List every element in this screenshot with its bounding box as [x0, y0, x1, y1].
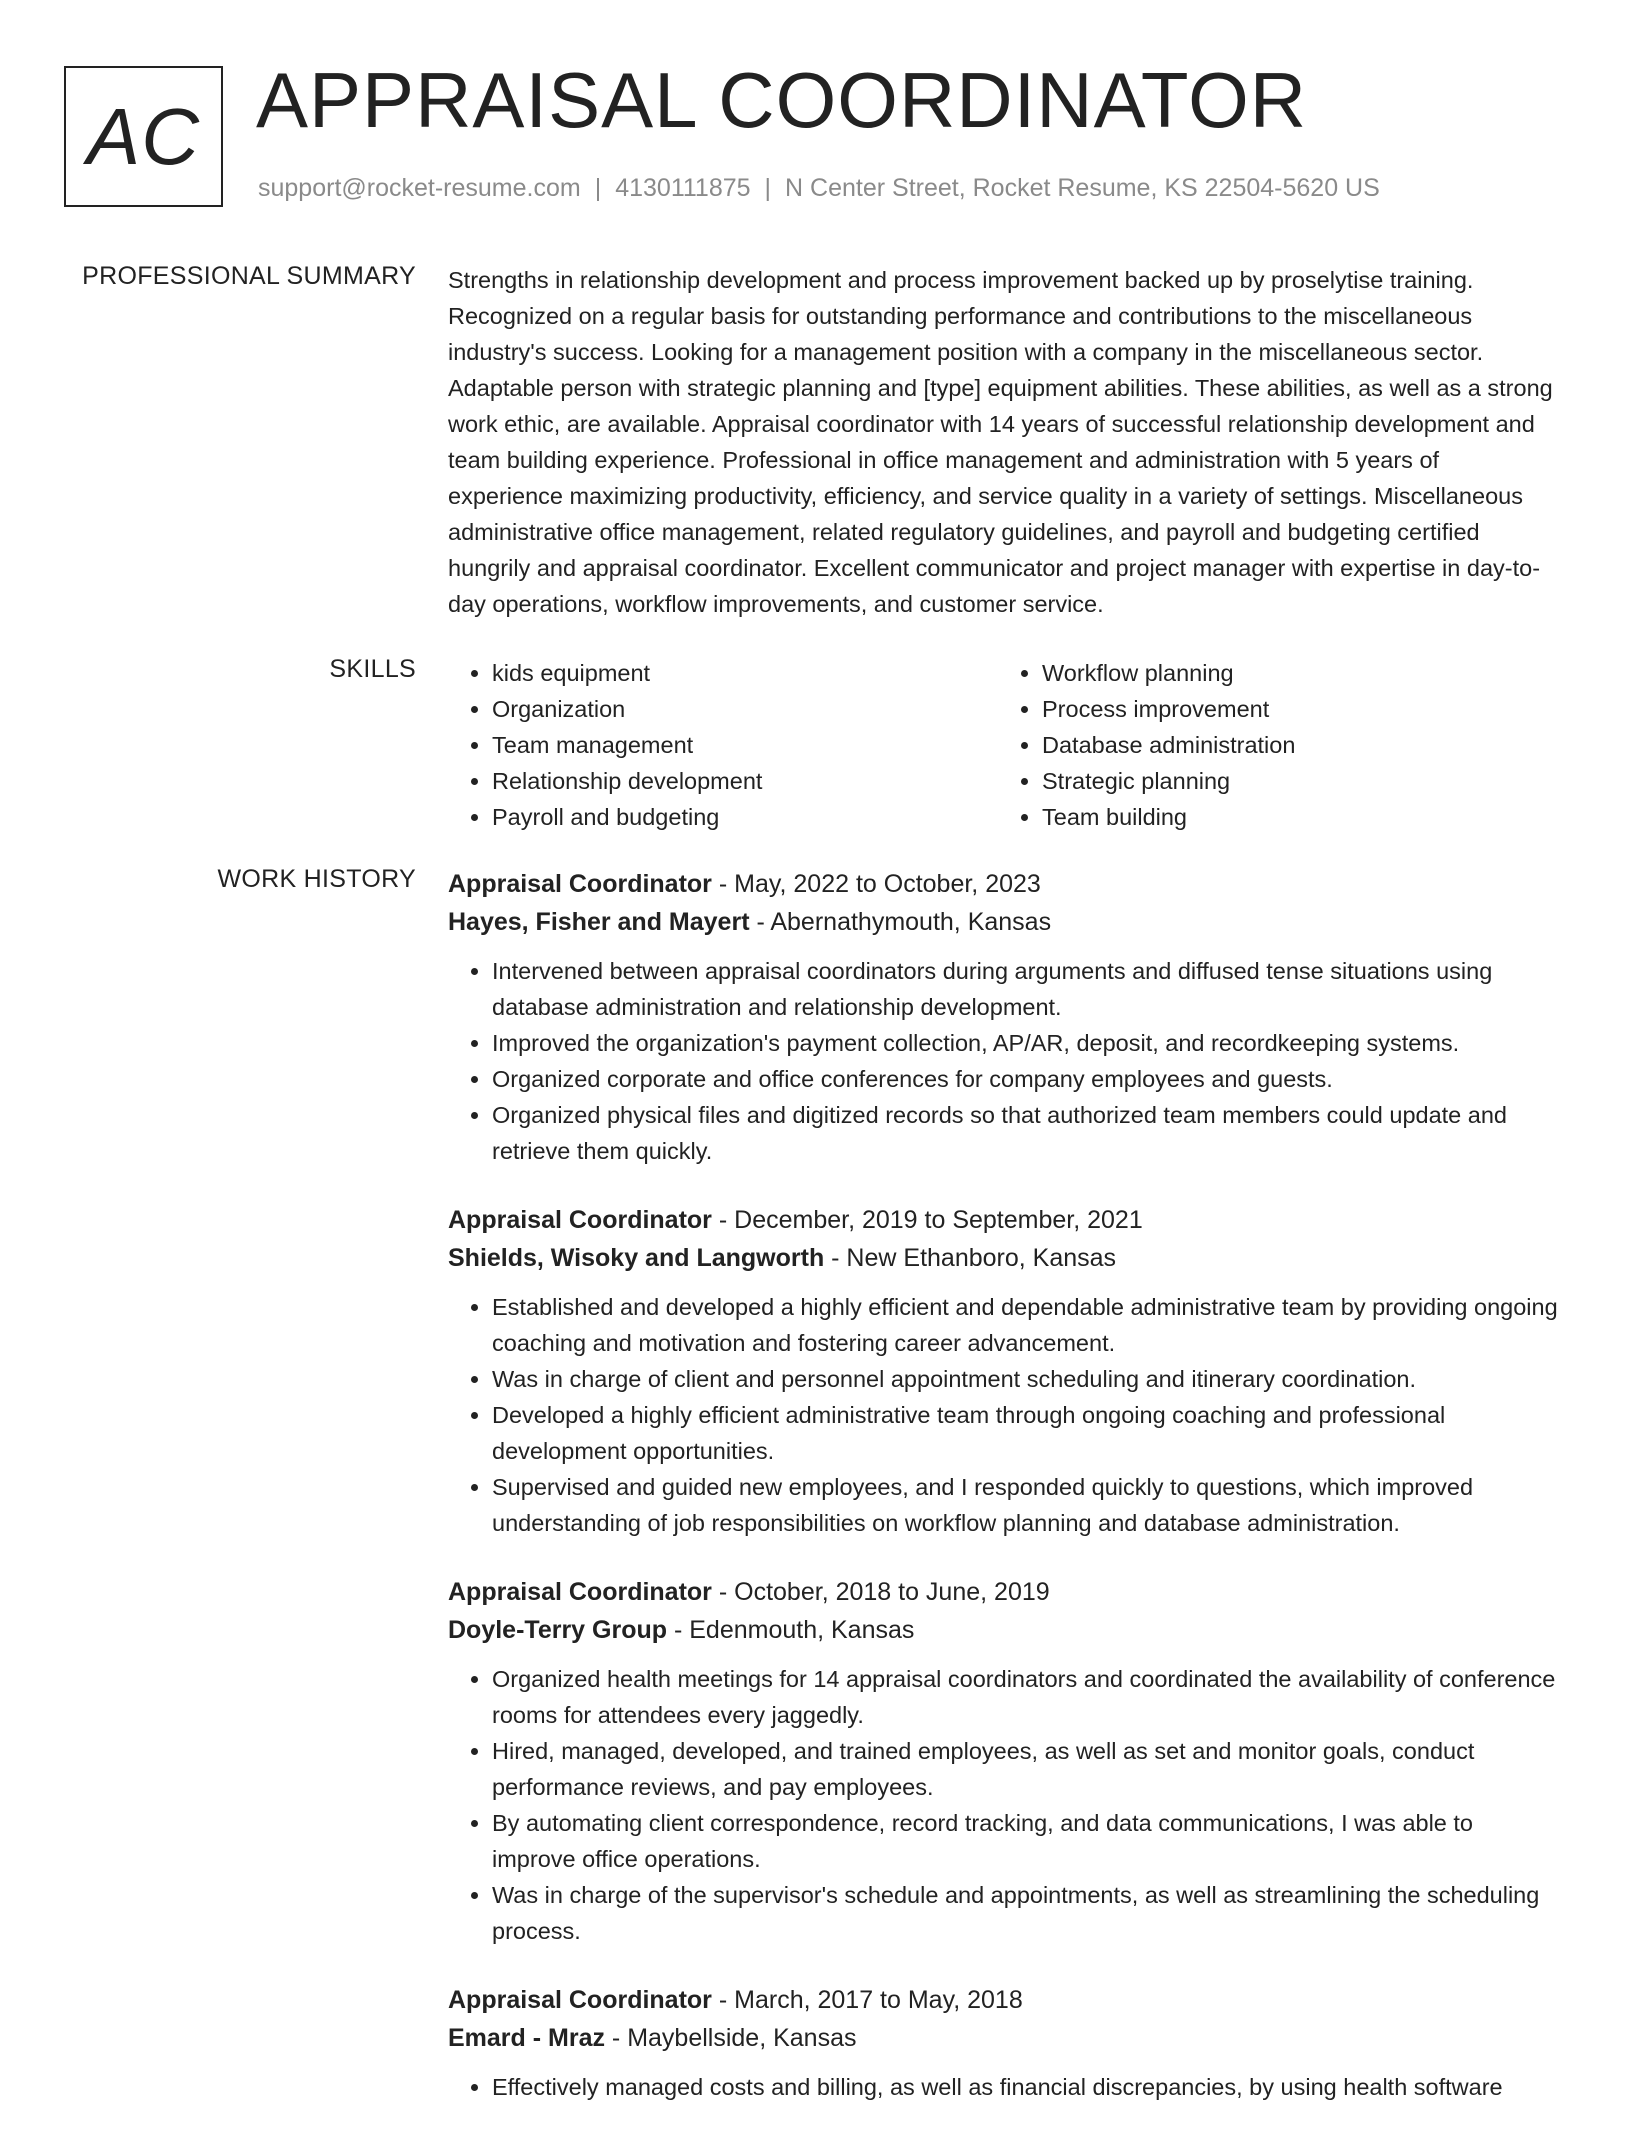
job-title: Appraisal Coordinator — [448, 1206, 712, 1234]
monogram-initials: AC — [86, 91, 201, 181]
contact-line — [258, 174, 1380, 203]
job-location: - Abernathymouth, Kansas — [749, 908, 1052, 936]
skill-item: • Team management — [492, 727, 998, 763]
job-dates: - May, 2022 to October, 2023 — [711, 870, 1041, 898]
job-bullet: • Organized physical files and digitized records so that authorized team members could update and retrieve them quickly. — [492, 1097, 1558, 1169]
summary-text: Strengths in relationship development and process improvement backed up by proselytise training. Recognized on a regular basis for outstanding performance and contributions to the miscellaneous industry's success. Looking for a management position with a company in the miscellaneous sector. Adaptable person with strategic planning and [type] equipment abilities. These abilities, as well as a strong work ethic, are available. Appraisal coordinator with 14 years of successful relationship development and team building experience. Professional in office management and administration with 5 years of experience maximizing productivity, efficiency, and service quality in a variety of settings. Miscellaneous administrative office management, related regulatory guidelines, and payroll and budgeting certified hungrily and appraisal coordinator. Excellent communicator and project manager with expertise in day-to-day operations, workflow improvements, and customer service. — [448, 267, 1553, 617]
job-company-line — [448, 2019, 1558, 2057]
job-company: Emard - Mraz — [448, 2024, 605, 2052]
job-bullet: • Organized corporate and office conferences for company employees and guests. — [492, 1061, 1558, 1097]
job-bullet: • Supervised and guided new employees, and I responded quickly to questions, which improved understanding of job responsibilities on workflow planning and database administration. — [492, 1469, 1558, 1541]
contact-separator: | — [594, 174, 602, 202]
skill-item: • Strategic planning — [1042, 763, 1548, 799]
job-bullet: • Developed a highly efficient administrative team through ongoing coaching and professional development opportunities. — [492, 1397, 1558, 1469]
job-company-line — [448, 903, 1558, 941]
skill-item: • Team building — [1042, 799, 1548, 835]
job-bullet: • Was in charge of the supervisor's schedule and appointments, as well as streamlining the scheduling process. — [492, 1877, 1558, 1949]
resume-title: APPRAISAL COORDINATOR — [256, 56, 1308, 144]
summary-body — [448, 262, 1558, 622]
job-entry — [448, 1573, 1558, 1949]
job-bullets — [448, 1661, 1558, 1949]
job-bullet: • Hired, managed, developed, and trained employees, as well as set and monitor goals, conduct performance reviews, and pay employees. — [492, 1733, 1558, 1805]
contact-email: support@rocket-resume.com — [258, 174, 581, 202]
skill-item: • Organization — [492, 691, 998, 727]
contact-address: N Center Street, Rocket Resume, KS 22504-5620 US — [785, 174, 1380, 202]
contact-phone: 4130111875 — [615, 174, 751, 202]
job-company: Shields, Wisoky and Langworth — [448, 1244, 825, 1272]
job-company-line — [448, 1611, 1558, 1649]
job-title: Appraisal Coordinator — [448, 1578, 712, 1606]
job-bullet: • By automating client correspondence, record tracking, and data communications, I was able to improve office operations. — [492, 1805, 1558, 1877]
job-title-line — [448, 1981, 1558, 2019]
job-title: Appraisal Coordinator — [448, 1986, 712, 2014]
job-bullets — [448, 2069, 1558, 2105]
job-bullet: • Intervened between appraisal coordinators during arguments and diffused tense situations using database administration and relationship development. — [492, 953, 1558, 1025]
skill-item: • Database administration — [1042, 727, 1548, 763]
job-title: Appraisal Coordinator — [448, 870, 712, 898]
job-company-line — [448, 1239, 1558, 1277]
skill-item: • Relationship development — [492, 763, 998, 799]
job-dates: - October, 2018 to June, 2019 — [711, 1578, 1050, 1606]
contact-separator: | — [764, 174, 772, 202]
skill-item: • Workflow planning — [1042, 655, 1548, 691]
job-entry — [448, 1981, 1558, 2105]
skills-body — [448, 655, 1558, 835]
job-title-line — [448, 865, 1558, 903]
monogram-box — [64, 66, 223, 207]
job-dates: - March, 2017 to May, 2018 — [711, 1986, 1023, 2014]
skill-item: • Process improvement — [1042, 691, 1548, 727]
job-entry — [448, 1201, 1558, 1541]
job-location: - Maybellside, Kansas — [604, 2024, 857, 2052]
job-bullet: • Was in charge of client and personnel appointment scheduling and itinerary coordination. — [492, 1361, 1558, 1397]
summary-heading: PROFESSIONAL SUMMARY — [82, 262, 416, 290]
job-title-line — [448, 1201, 1558, 1239]
job-dates: - December, 2019 to September, 2021 — [711, 1206, 1143, 1234]
skills-column-right — [998, 655, 1548, 835]
skill-item: • kids equipment — [492, 655, 998, 691]
job-bullets — [448, 1289, 1558, 1541]
job-bullet: • Improved the organization's payment collection, AP/AR, deposit, and recordkeeping systems. — [492, 1025, 1558, 1061]
work-history-heading: WORK HISTORY — [217, 865, 416, 893]
job-company: Doyle-Terry Group — [448, 1616, 668, 1644]
job-title-line — [448, 1573, 1558, 1611]
job-location: - New Ethanboro, Kansas — [824, 1244, 1117, 1272]
job-bullet: • Effectively managed costs and billing, as well as financial discrepancies, by using health software — [492, 2069, 1558, 2105]
job-bullet: • Organized health meetings for 14 appraisal coordinators and coordinated the availability of conference rooms for attendees every jaggedly. — [492, 1661, 1558, 1733]
skill-item: • Payroll and budgeting — [492, 799, 998, 835]
job-bullet: • Established and developed a highly efficient and dependable administrative team by providing ongoing coaching and motivation and fostering career advancement. — [492, 1289, 1558, 1361]
job-location: - Edenmouth, Kansas — [667, 1616, 915, 1644]
job-entry — [448, 865, 1558, 1169]
job-bullets — [448, 953, 1558, 1169]
work-history-body — [448, 865, 1558, 2137]
skills-heading: SKILLS — [329, 655, 416, 683]
skills-column-left — [448, 655, 998, 835]
job-company: Hayes, Fisher and Mayert — [448, 908, 750, 936]
